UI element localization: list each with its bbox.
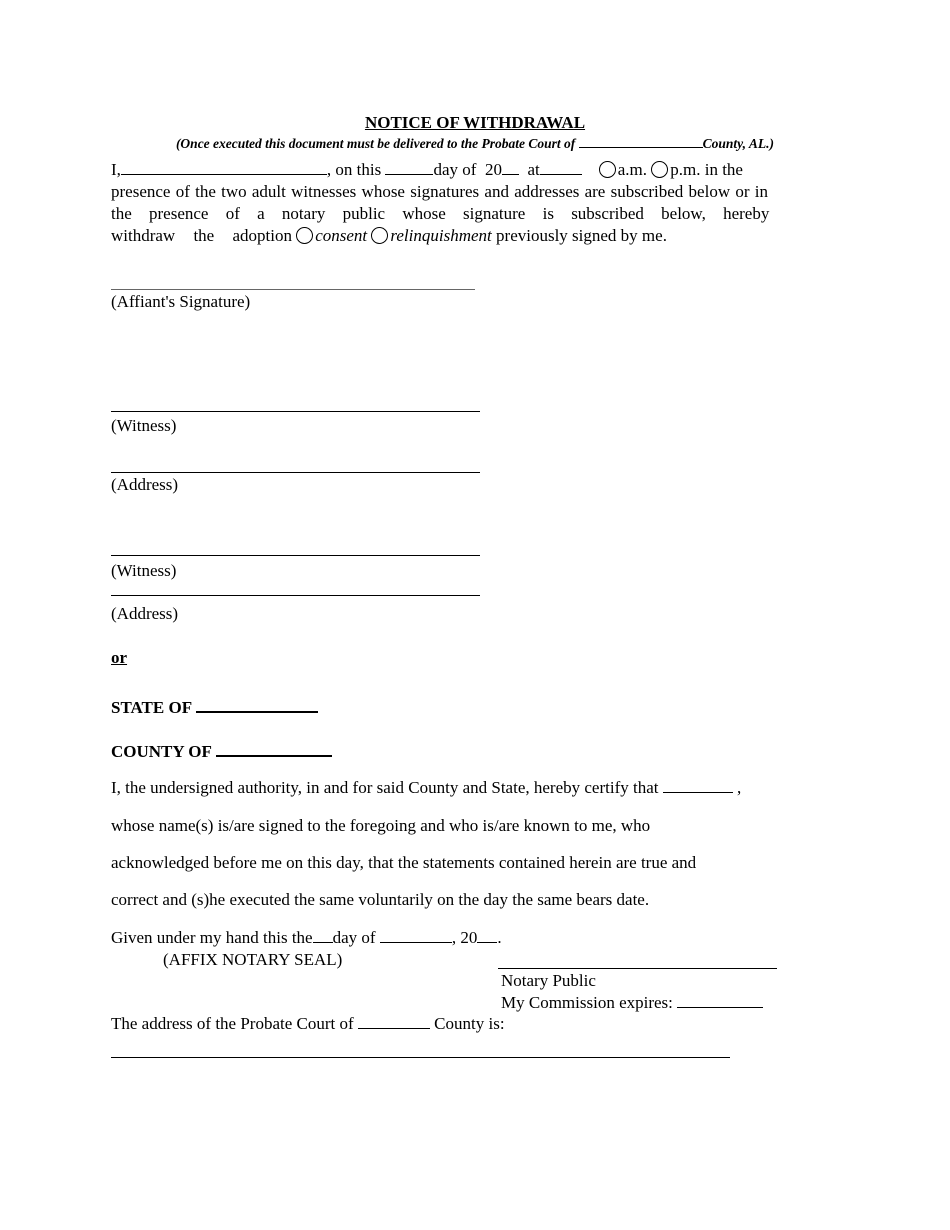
notary-signature-line[interactable] (498, 968, 777, 969)
or-separator: or (111, 648, 128, 667)
state-blank[interactable] (196, 697, 318, 713)
notary-public-label: Notary Public (501, 971, 596, 990)
witness-2-line[interactable] (111, 555, 480, 556)
affiant-signature-label: (Affiant's Signature) (111, 292, 251, 311)
intro-line-2: presence of the two adult witnesses whose signatures and addresses are subscribed below or in (111, 182, 768, 201)
intro-line-1 (111, 160, 743, 180)
intro-at: at (527, 160, 540, 179)
probate-address-line (111, 1014, 505, 1034)
probate-address-blank[interactable] (111, 1057, 730, 1058)
certification-line-1 (111, 778, 741, 798)
commission-line (501, 993, 763, 1013)
cert-text-1: I, the undersigned authority, in and for said County and State, hereby certify that (111, 778, 659, 797)
consent-label: consent (315, 226, 368, 245)
am-label: a.m. (617, 160, 648, 179)
consent-radio[interactable] (296, 227, 313, 244)
witness-1-line[interactable] (111, 411, 480, 412)
witness-2-label: (Witness) (111, 561, 177, 580)
am-radio[interactable] (599, 161, 616, 178)
address-2-line[interactable] (111, 595, 480, 596)
probate-suffix: County is: (434, 1014, 505, 1033)
county-blank[interactable] (579, 133, 703, 148)
given-prefix: Given under my hand this the (111, 928, 313, 947)
address-2-label: (Address) (111, 604, 179, 623)
given-line (111, 928, 502, 948)
intro-previously-signed: previously signed by me. (496, 226, 667, 245)
intro-line-4 (111, 226, 667, 246)
certification-line-4: correct and (s)he executed the same voluntarily on the day the same bears date. (111, 890, 650, 909)
intro-line-3: the presence of a notary public whose signature is subscribed below, hereby (111, 204, 770, 223)
document-subtitle (0, 133, 950, 152)
intro-i: I, (111, 160, 121, 179)
commission-blank[interactable] (677, 993, 763, 1008)
certification-line-3: acknowledged before me on this day, that the statements contained herein are true and (111, 853, 697, 872)
notary-seal-label: (AFFIX NOTARY SEAL) (163, 950, 343, 969)
intro-on-this: , on this (326, 160, 382, 179)
subtitle-prefix: (Once executed this document must be delivered to the Probate Court of (175, 136, 576, 151)
intro-withdraw: withdraw the adoption (111, 226, 292, 245)
document-title: NOTICE OF WITHDRAWAL (364, 113, 586, 132)
relinquishment-radio[interactable] (371, 227, 388, 244)
relinquishment-label: relinquishment (390, 226, 492, 245)
name-blank[interactable] (121, 160, 327, 175)
day-blank[interactable] (385, 160, 433, 175)
given-day-of: day of (332, 928, 376, 947)
affiant-signature-line[interactable] (111, 289, 475, 290)
pm-radio[interactable] (651, 161, 668, 178)
given-year-prefix: , 20 (451, 928, 478, 947)
county-of-label: COUNTY OF (111, 742, 212, 761)
address-1-label: (Address) (111, 475, 179, 494)
certify-name-blank[interactable] (663, 778, 733, 793)
address-1-line[interactable] (111, 472, 480, 473)
subtitle-suffix: County, AL.) (702, 136, 775, 151)
witness-1-label: (Witness) (111, 416, 177, 435)
cert-comma: , (736, 778, 742, 797)
commission-label: My Commission expires: (501, 993, 673, 1012)
given-day-blank[interactable] (313, 928, 333, 943)
intro-day-of: day of (433, 160, 477, 179)
year-blank[interactable] (502, 160, 519, 175)
certification-line-2: whose name(s) is/are signed to the foregoing and who is/are known to me, who (111, 816, 651, 835)
given-month-blank[interactable] (380, 928, 452, 943)
time-blank[interactable] (540, 160, 582, 175)
state-of-label: STATE OF (111, 698, 192, 717)
county-of-line (111, 741, 332, 762)
notary-county-blank[interactable] (216, 741, 332, 757)
probate-prefix: The address of the Probate Court of (111, 1014, 354, 1033)
pm-label: p.m. in the (670, 160, 743, 179)
given-year-blank[interactable] (477, 928, 497, 943)
probate-county-blank[interactable] (358, 1014, 430, 1029)
given-period: . (497, 928, 502, 947)
intro-year-prefix: 20 (484, 160, 502, 179)
state-of-line (111, 697, 318, 718)
